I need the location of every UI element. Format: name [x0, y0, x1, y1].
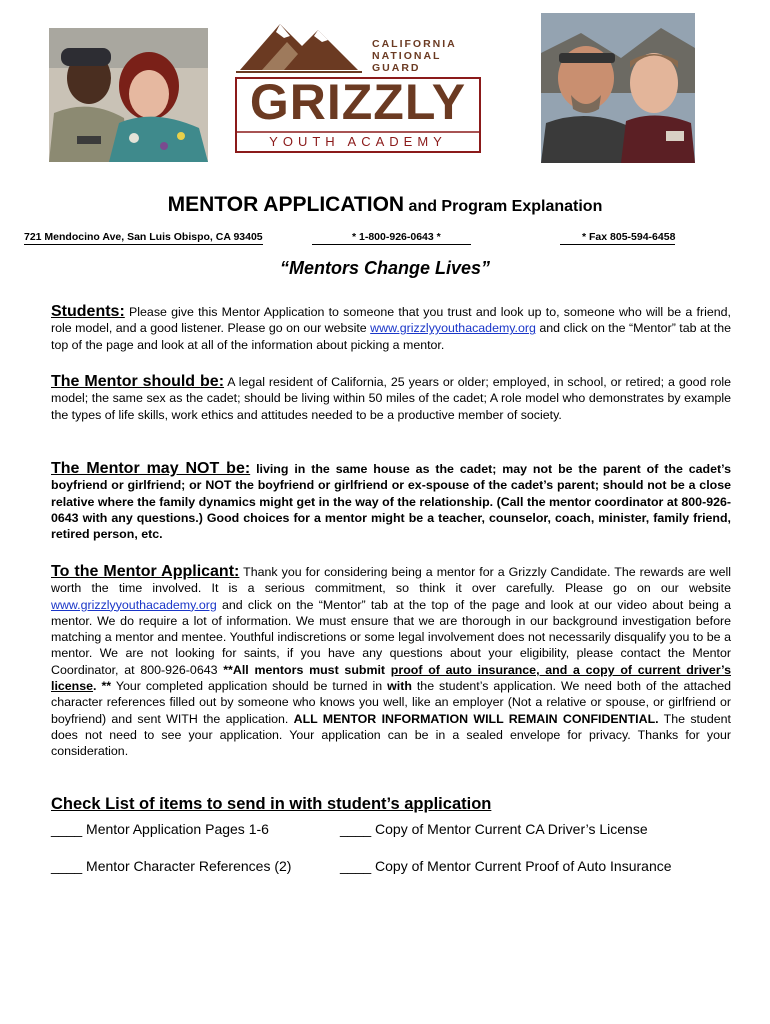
applicant-bold-underline: proof of auto insurance, and a copy of current driver’s license	[51, 662, 731, 694]
checklist-title: Check List of items to send in with student’s application	[51, 795, 492, 813]
contact-phone: * 1-800-926-0643 *	[312, 231, 471, 245]
applicant-text-3: Your completed application should be turned in	[111, 679, 388, 694]
checklist-item-license: ____ Copy of Mentor Current CA Driver’s License	[340, 821, 648, 837]
title-sub: and Program Explanation	[404, 198, 603, 215]
applicant-bold-2: . **	[93, 679, 112, 694]
mentor-should-be-section	[51, 374, 731, 423]
should-be-text: A legal resident of California, 25 years or older; employed, in school, or retired; a good role model; the same sex as the cadet; should be living within 50 miles of the cadet; A role model who demonstrates by example the types of life skills, work ethics and attitudes needed to be a productive member of society.	[51, 375, 732, 422]
applicant-text-5: The student does not need to see your application. Your application can be in a sealed envelope for privacy. Thanks for your consideration.	[51, 711, 731, 759]
grizzly-logo	[232, 16, 484, 154]
logo-grizzly: GRIZZLY	[249, 74, 467, 130]
applicant-text-1: Thank you for considering being a mentor for a Grizzly Candidate. The rewards are well worth the time involved. It is a serious commitment, so think it over carefully. Please go on our website	[51, 565, 731, 596]
mentor-applicant-section	[51, 564, 731, 760]
students-section	[51, 304, 731, 353]
mentor-not-be-section	[51, 461, 731, 542]
applicant-confidential: ALL MENTOR INFORMATION WILL REMAIN CONFIDENTIAL.	[293, 711, 659, 726]
should-be-heading: The Mentor should be:	[51, 373, 225, 390]
applicant-bold-1: **All mentors must submit	[223, 662, 391, 677]
slogan: “Mentors Change Lives”	[279, 258, 491, 278]
title-main: MENTOR APPLICATION	[167, 193, 405, 216]
logo-tagline: YOUTH ACADEMY	[269, 134, 447, 149]
checklist-item-application: ____ Mentor Application Pages 1-6	[51, 821, 269, 837]
students-heading: Students:	[51, 303, 125, 320]
students-text-1: Please give this Mentor Application to someone that you trust and look up to, someone who will be a friend, role model, and a good listener. Please go on our website	[51, 305, 731, 336]
logo-guard: GUARD	[372, 62, 421, 74]
logo-national: NATIONAL	[372, 50, 442, 62]
applicant-text-4: the student’s application. We need both of the attached character references filled out by someone who knows you well, like an employer (Not a relative or spouse, or girlfriend or boyfriend) and sent WITH the application.	[51, 679, 731, 726]
applicant-text-2: and click on the “Mentor” tab at the top of the page and look at our video about being a mentor. We do require a lot of information. We must ensure that we are thorough in our background investigation before matching a mentor and mentee. Youthful indiscretions or some legal involvement does not necessarily disqualify you to be a mentor. We are not looking for saints, if you have any questions about your eligibility, please contact the Mentor Coordinator, at 800-926-0643	[51, 597, 731, 677]
not-be-text: living in the same house as the cadet; may not be the parent of the cadet’s boyfriend or girlfriend; or NOT the boyfriend or girlfriend or ex-spouse of the cadet’s parent; should not be a close relative where the family dynamics might get in the way of the relationship. (Call the mentor coordinator at 800-926-0643 with any questions.) Good choices for a mentor might be a teacher, counselor, coach, minister, family friend, retired person, etc.	[51, 462, 731, 542]
contact-fax: * Fax 805-594-6458	[560, 231, 675, 245]
website-link-students[interactable]: www.grizzlyyouthacademy.org	[370, 321, 536, 336]
students-text-2: and click on the “Mentor” tab at the top of the page and look at all of the information about picking a mentor.	[51, 321, 731, 352]
not-be-heading: The Mentor may NOT be:	[51, 460, 251, 477]
applicant-heading: To the Mentor Applicant:	[51, 563, 240, 580]
logo-california: CALIFORNIA	[372, 38, 457, 50]
applicant-bold-with: with	[387, 679, 412, 694]
mentor-photo-right	[541, 13, 695, 163]
mentor-photo-left	[49, 28, 208, 162]
website-link-applicant[interactable]: www.grizzlyyouthacademy.org	[51, 597, 217, 612]
checklist-item-insurance: ____ Copy of Mentor Current Proof of Auto Insurance	[340, 858, 672, 874]
contact-address: 721 Mendocino Ave, San Luis Obispo, CA 93405	[24, 231, 263, 243]
checklist-item-references: ____ Mentor Character References (2)	[51, 858, 292, 874]
page-title	[0, 193, 770, 217]
